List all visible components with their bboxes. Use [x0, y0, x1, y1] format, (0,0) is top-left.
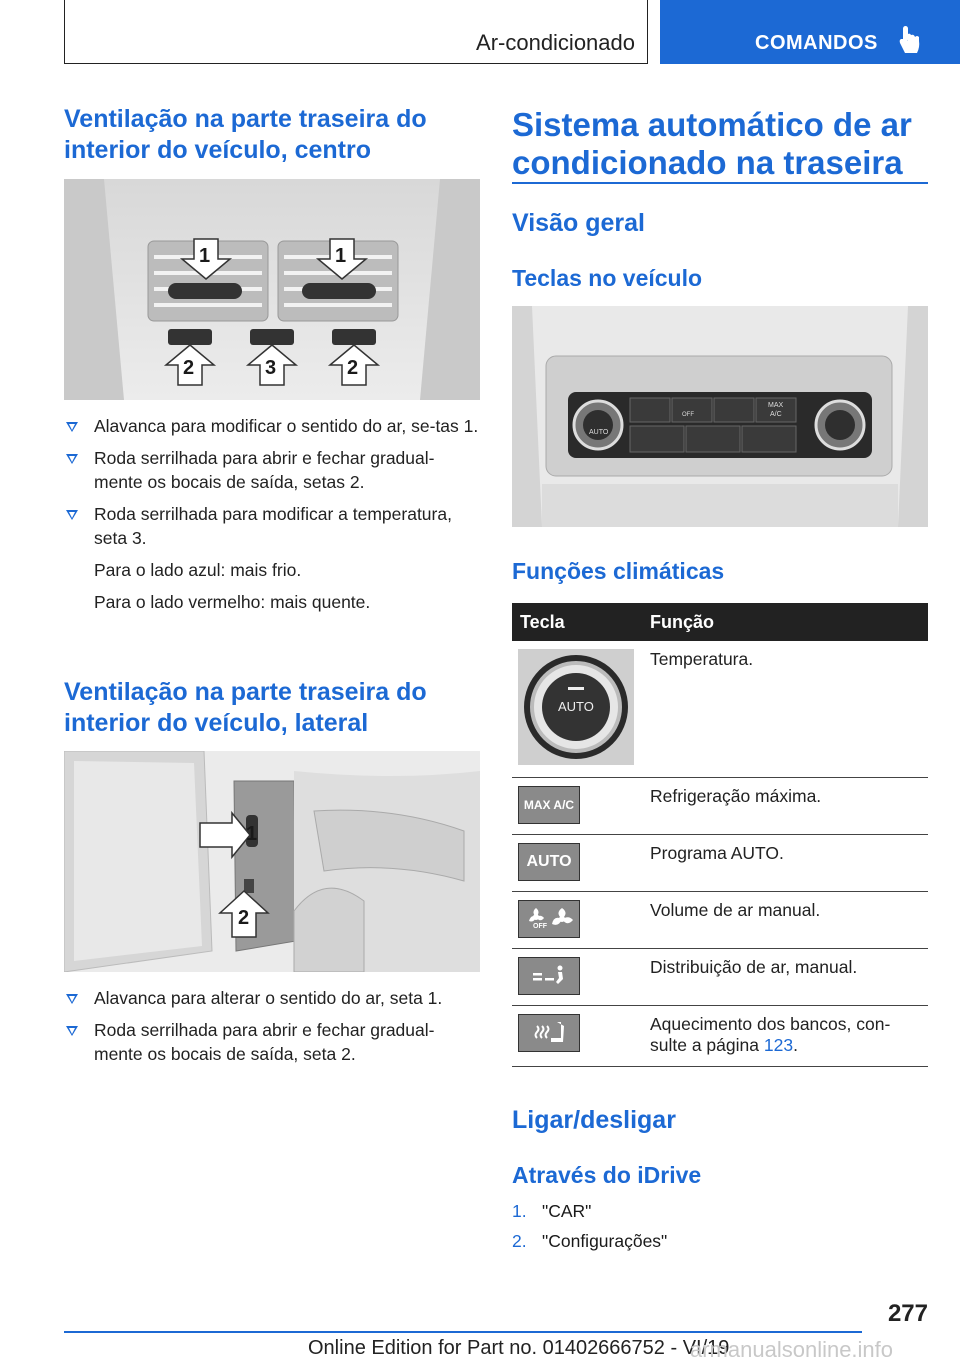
- list-item: Alavanca para alterar o sentido do ar, seta 1.: [64, 986, 480, 1010]
- bullet-triangle-icon: [66, 994, 78, 1004]
- bullet-triangle-icon: [66, 422, 78, 432]
- table-row: [512, 948, 928, 1005]
- overview-heading: Visão geral: [512, 209, 645, 237]
- callout-2b: 2: [347, 357, 359, 379]
- list-item: Roda serrilhada para abrir e fechar gradual-mente os bocais de saída, seta 2.: [64, 1018, 480, 1066]
- rear-side-vents-photo: [64, 751, 480, 972]
- panel-ac-label: A/C: [770, 411, 782, 418]
- functions-heading: Funções climáticas: [512, 558, 725, 584]
- function-seat-heating: Aquecimento dos bancos, con-sulte a página 123.: [642, 1005, 928, 1066]
- chapter-title: Sistema automático de ar condicionado na traseira: [512, 106, 912, 181]
- bullet-triangle-icon: [66, 510, 78, 520]
- header-tab-label: COMANDOS: [755, 32, 878, 54]
- footer-rule: [64, 1331, 862, 1333]
- header-frame: [64, 0, 648, 64]
- step-number: 1.: [512, 1201, 527, 1221]
- bullet-triangle-icon: [66, 454, 78, 464]
- section-title-rear-side-vents: Ventilação na parte traseira do interior do veículo, lateral: [64, 678, 427, 737]
- title-rule: [512, 182, 928, 184]
- rear-center-vents-photo: [64, 179, 480, 400]
- callout-1a: 1: [199, 245, 211, 267]
- fan-icon: [518, 900, 580, 938]
- list-item: Alavanca para modificar o sentido do ar, se-tas 1.: [64, 414, 480, 438]
- air-distribution-icon: [518, 957, 580, 995]
- function-auto: Programa AUTO.: [642, 834, 928, 891]
- idrive-heading: Através do iDrive: [512, 1162, 702, 1188]
- section-title-rear-center-vents: Ventilação na parte traseira do interior do veículo, centro: [64, 105, 427, 164]
- edition-line: Online Edition for Part no. 01402666752 - VI/19: [308, 1337, 730, 1359]
- max-ac-icon: MAX A/C: [518, 786, 580, 824]
- list-item: [512, 1226, 667, 1256]
- temperature-knob-icon: [518, 649, 634, 765]
- rear-side-vents-list: [64, 986, 480, 1074]
- callout-1: 1: [246, 823, 258, 845]
- header-section-title: Ar-condicionado: [476, 30, 635, 55]
- function-manual-air-volume: Volume de ar manual.: [642, 891, 928, 948]
- seat-heating-icon: [518, 1014, 580, 1052]
- knob-auto-label: AUTO: [558, 699, 594, 714]
- table-row: [512, 1005, 928, 1066]
- table-row: [512, 834, 928, 891]
- keys-heading: Teclas no veículo: [512, 265, 703, 291]
- table-header-key: Tecla: [512, 603, 642, 641]
- fan-off-label: OFF: [533, 922, 547, 930]
- step-text: "Configurações": [542, 1231, 668, 1251]
- panel-max-label: MAX: [768, 402, 784, 409]
- note-red: Para o lado vermelho: mais quente.: [94, 592, 371, 612]
- climate-functions-table: [512, 603, 928, 1067]
- hand-pointer-icon: [897, 25, 921, 60]
- table-row: [512, 891, 928, 948]
- header-tab[interactable]: [660, 0, 960, 64]
- bullet-triangle-icon: [66, 1026, 78, 1036]
- page-number: 277: [887, 1300, 928, 1327]
- step-text: "CAR": [542, 1201, 592, 1221]
- idrive-steps: [512, 1196, 667, 1256]
- auto-icon: AUTO: [518, 843, 580, 881]
- watermark: armanualsonline.info: [690, 1337, 894, 1362]
- panel-off-label: OFF: [682, 412, 694, 418]
- step-number: 2.: [512, 1231, 527, 1251]
- list-item: Roda serrilhada para abrir e fechar gradual-mente os bocais de saída, setas 2.: [64, 446, 480, 494]
- callout-2a: 2: [183, 357, 195, 379]
- function-max-cooling: Refrigeração máxima.: [642, 777, 928, 834]
- list-item: [512, 1196, 667, 1226]
- note-blue: Para o lado azul: mais frio.: [94, 560, 302, 580]
- page-link[interactable]: 123: [763, 1034, 794, 1055]
- table-row: [512, 641, 928, 777]
- list-item: Roda serrilhada para modificar a temperatura, seta 3. Para o lado azul: mais frio. Para o lado vermelho: mais quente.: [64, 502, 480, 614]
- function-manual-air-distribution: Distribuição de ar, manual.: [642, 948, 928, 1005]
- callout-1b: 1: [335, 245, 347, 267]
- panel-auto-label: AUTO: [589, 429, 609, 436]
- callout-3: 3: [265, 357, 277, 379]
- function-temperature: Temperatura.: [642, 641, 928, 777]
- rear-climate-panel-photo: [512, 306, 928, 527]
- table-header-function: Função: [642, 603, 928, 641]
- callout-2: 2: [238, 907, 250, 929]
- on-off-heading: Ligar/desligar: [512, 1106, 676, 1134]
- rear-center-vents-list: [64, 414, 480, 622]
- table-row: [512, 777, 928, 834]
